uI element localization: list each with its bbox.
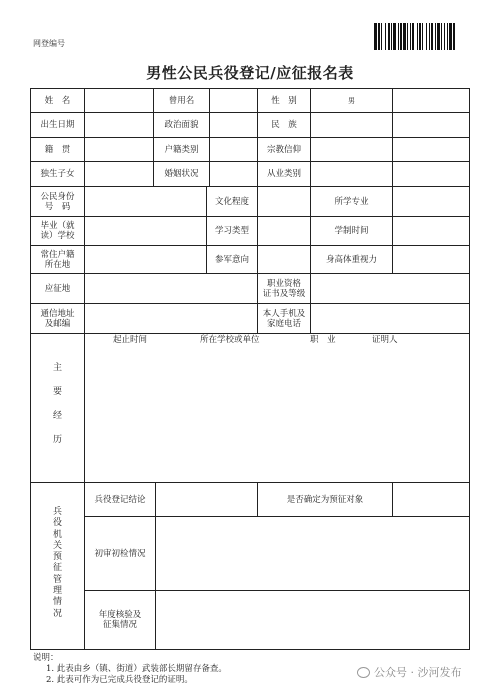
only-child-field[interactable]: [85, 162, 153, 186]
study-years-field[interactable]: [393, 217, 469, 245]
id-number-label-line2: 号 码: [44, 201, 71, 212]
residence-field[interactable]: [85, 246, 206, 273]
body-stats-field[interactable]: [393, 246, 469, 273]
certificate-label-line1: 职业资格: [266, 278, 301, 289]
photo-box[interactable]: [393, 89, 469, 186]
phone-label: [258, 304, 310, 333]
authority-char-3: 机: [52, 529, 62, 540]
address-label: [31, 304, 84, 333]
army-intent-field[interactable]: [258, 246, 310, 273]
residence-label: [31, 246, 84, 273]
school-label-line2: 读）学校: [40, 231, 75, 241]
native-place-field[interactable]: [85, 138, 153, 161]
study-type-field[interactable]: [258, 217, 310, 245]
school-field[interactable]: [85, 217, 206, 245]
id-number-label: [31, 187, 84, 216]
id-number-label-line1: 公民身份: [40, 191, 75, 202]
native-place-label: 籍 贯: [44, 144, 71, 155]
exp-school-header: 所在学校或单位: [200, 335, 260, 345]
authority-char-5: 预: [52, 552, 62, 563]
exp-witness-header: 证明人: [372, 335, 398, 345]
annual-check-field[interactable]: [156, 591, 469, 649]
form-title: 男性公民兵役登记/应征报名表: [146, 64, 354, 82]
experience-char-1: 主: [52, 363, 62, 373]
religion-label: 宗教信仰: [266, 144, 301, 155]
birth-date-field[interactable]: [85, 113, 153, 137]
authority-char-8: 理: [52, 586, 62, 597]
job-type-field[interactable]: [311, 162, 392, 186]
used-name-label: 曾用名: [168, 95, 195, 106]
notes-heading: 说明：: [33, 653, 59, 663]
education-label: 文化程度: [214, 196, 249, 207]
authority-char-10: 况: [52, 608, 62, 619]
enlist-place-label: 应征地: [44, 283, 71, 294]
major-label: 所学专业: [334, 196, 369, 207]
political-status-field[interactable]: [210, 113, 257, 137]
authority-char-1: 兵: [52, 507, 62, 517]
registration-conclusion-label: 兵役登记结论: [94, 494, 146, 505]
household-type-label: 户籍类别: [164, 144, 199, 155]
authority-char-9: 情: [52, 597, 62, 608]
study-years-label: 学制时间: [334, 226, 369, 236]
gender-label: 性 别: [271, 95, 297, 106]
phone-field[interactable]: [311, 304, 469, 333]
experience-field[interactable]: [85, 347, 469, 482]
experience-char-2: 要: [52, 387, 62, 397]
authority-char-4: 关: [52, 540, 62, 551]
marital-status-label: 婚姻状况: [164, 169, 199, 179]
watermark: [357, 664, 462, 680]
authority-char-7: 管: [52, 574, 62, 585]
marital-status-field[interactable]: [210, 162, 257, 186]
residence-label-line2: 所在地: [44, 259, 71, 270]
authority-char-6: 征: [52, 563, 62, 574]
pre-enlist-label: 是否确定为预征对象: [286, 494, 364, 505]
authority-char-2: 役: [52, 518, 62, 529]
only-child-label: 独生子女: [40, 169, 75, 179]
initial-check-label: 初审初检情况: [94, 548, 146, 559]
gender-value[interactable]: 男: [348, 96, 355, 105]
exp-start-header: 起止时间: [113, 335, 148, 345]
used-name-field[interactable]: [210, 89, 257, 112]
authority-label: [31, 507, 84, 620]
watermark-text: 公众号 · 沙河发布: [374, 666, 462, 679]
address-field[interactable]: [85, 304, 257, 333]
phone-label-line1: 本人手机及: [262, 308, 306, 319]
ethnicity-label: 民 族: [271, 120, 297, 130]
initial-check-field[interactable]: [156, 517, 469, 590]
household-type-field[interactable]: [210, 138, 257, 161]
certificate-label-line2: 证书及等级: [262, 288, 306, 299]
certificate-label: [258, 274, 310, 303]
note-line-2: 2. 此表可作为已完成兵役登记的证明。: [46, 675, 193, 685]
job-type-label: 从业类别: [266, 169, 301, 179]
residence-label-line1: 常住户籍: [40, 249, 75, 260]
annual-check-label: [85, 591, 155, 649]
school-label: [31, 217, 84, 245]
id-number-field[interactable]: [85, 187, 206, 216]
registration-conclusion-field[interactable]: [156, 483, 257, 516]
birth-date-label: 出生日期: [40, 120, 75, 130]
address-label-line2: 及邮编: [44, 318, 71, 329]
army-intent-label: 参军意向: [214, 254, 249, 265]
study-type-label: 学习类型: [214, 226, 249, 236]
registration-number-label: 网登编号: [33, 39, 65, 48]
major-field[interactable]: [393, 187, 469, 216]
annual-check-label-line1: 年度核验及: [98, 610, 142, 620]
enlist-place-field[interactable]: [85, 274, 257, 303]
experience-char-3: 经: [52, 411, 62, 421]
note-line-1: 1. 此表由乡（镇、街道）武装部长期留存备查。: [46, 664, 227, 674]
political-status-label: 政治面貌: [164, 120, 199, 130]
pre-enlist-field[interactable]: [393, 483, 469, 516]
body-stats-label: 身高体重视力: [325, 254, 377, 265]
annual-check-label-line2: 征集情况: [102, 620, 137, 630]
experience-label: [31, 363, 84, 459]
education-field[interactable]: [258, 187, 310, 216]
ethnicity-field[interactable]: [311, 113, 392, 137]
certificate-field[interactable]: [311, 274, 469, 303]
religion-field[interactable]: [311, 138, 392, 161]
name-label: 姓 名: [44, 95, 71, 106]
experience-char-4: 历: [52, 435, 62, 445]
phone-label-line2: 家庭电话: [266, 318, 301, 329]
school-label-line1: 毕业（就: [40, 221, 75, 231]
address-label-line1: 通信地址: [40, 308, 75, 319]
exp-job-header: 职 业: [310, 335, 336, 345]
name-field[interactable]: [85, 89, 153, 112]
wechat-icon: [357, 667, 370, 678]
